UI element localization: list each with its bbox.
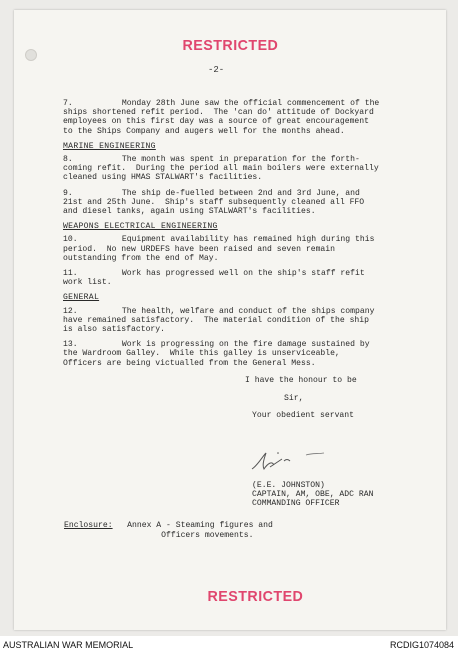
paragraph-text: The health, welfare and conduct of the ships company have remained satisfactory. The material condition of the ship is also satisfactory. bbox=[63, 306, 380, 335]
closing-line-3: Your obedient servant bbox=[252, 411, 354, 420]
numbered-paragraph bbox=[63, 189, 383, 217]
paragraph-text: Monday 28th June saw the official commencement of the ships shortened refit period. The 'can do' attitude of Dockyard employees on this first day was a source of great encouragement to the Ships Company and augers well for the months ahead. bbox=[63, 99, 385, 136]
section-heading: GENERAL bbox=[63, 293, 100, 303]
paragraph-number: 9. bbox=[63, 188, 73, 198]
paragraph-number: 11. bbox=[63, 269, 78, 279]
restricted-stamp-top: RESTRICTED bbox=[182, 37, 279, 54]
signatory-name: (E.E. JOHNSTON) bbox=[252, 481, 325, 490]
handwritten-signature bbox=[248, 447, 338, 480]
paragraph-text: Work is progressing on the fire damage sustained by the Wardroom Galley. While this galley is unserviceable, Officers are being victualled from the General Mess. bbox=[63, 340, 375, 368]
signature-block bbox=[252, 481, 373, 509]
page-number: -2- bbox=[208, 65, 225, 75]
numbered-paragraph bbox=[63, 340, 383, 368]
numbered-paragraph bbox=[63, 99, 383, 136]
numbered-paragraph bbox=[63, 307, 383, 335]
numbered-paragraph bbox=[63, 155, 383, 183]
closing-line-1: I have the honour to be bbox=[245, 376, 357, 385]
enclosure-line-1: Annex A - Steaming figures and bbox=[127, 521, 273, 530]
enclosure-line-2: Officers movements. bbox=[112, 530, 254, 540]
footer-institution: AUSTRALIAN WAR MEMORIAL bbox=[3, 640, 134, 650]
paragraph-number: 7. bbox=[63, 99, 73, 108]
numbered-paragraph bbox=[63, 269, 383, 287]
section-heading: WEAPONS ELECTRICAL ENGINEERING bbox=[63, 222, 218, 232]
footer-record-id: RCDIG1074084 bbox=[389, 640, 454, 650]
paragraph-text: Equipment availability has remained high during this period. No new URDEFS have been raised and seven remain outstanding from the end of May. bbox=[63, 235, 380, 263]
closing-line-2: Sir, bbox=[284, 394, 304, 403]
archive-footer bbox=[0, 636, 458, 654]
numbered-paragraph bbox=[63, 235, 383, 263]
paragraph-number: 13. bbox=[63, 340, 78, 350]
enclosure-label: Enclosure: bbox=[64, 521, 113, 530]
enclosure-block bbox=[64, 521, 273, 540]
punch-hole bbox=[25, 49, 37, 61]
signatory-rank: CAPTAIN, AM, OBE, ADC RAN bbox=[252, 490, 374, 500]
paragraph-text: The ship de-fuelled between 2nd and 3rd June, and 21st and 25th June. Ship's staff subsequently cleaned all FFO and diesel tanks, again using STALWART's facilities. bbox=[63, 188, 369, 217]
paragraph-text: The month was spent in preparation for the forth-coming refit. During the period all main boilers were externally cleaned using HMAS STALWART's facilities. bbox=[63, 155, 384, 183]
document-body bbox=[63, 99, 383, 374]
paragraph-number: 12. bbox=[63, 306, 78, 316]
section-heading: MARINE ENGINEERING bbox=[63, 141, 156, 151]
paragraph-number: 8. bbox=[63, 155, 73, 165]
restricted-stamp-bottom: RESTRICTED bbox=[207, 588, 304, 605]
signatory-role: COMMANDING OFFICER bbox=[252, 499, 340, 509]
paragraph-text: Work has progressed well on the ship's staff refit work list. bbox=[63, 269, 370, 288]
paragraph-number: 10. bbox=[63, 235, 78, 245]
